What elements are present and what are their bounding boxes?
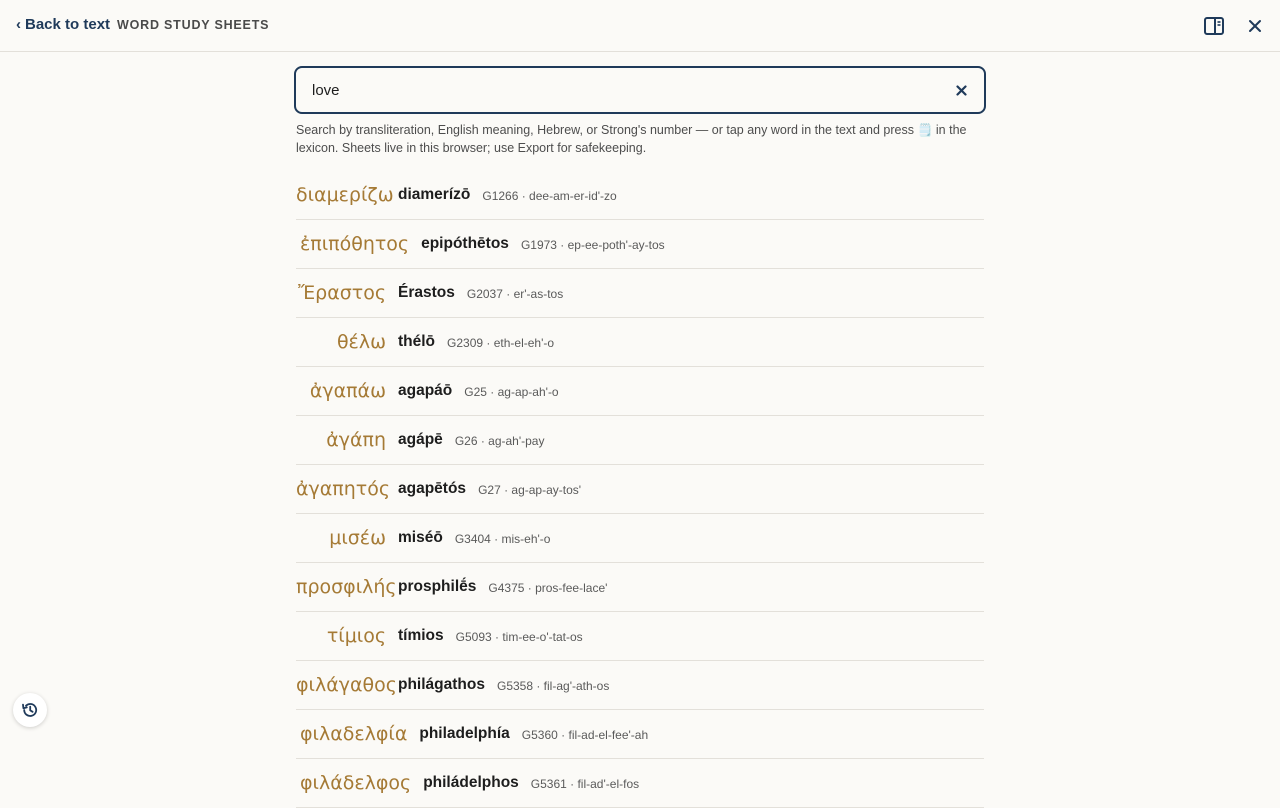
greek-word: διαμερίζω [296,184,394,206]
search-input[interactable] [296,68,936,112]
transliteration: philágathos [398,676,485,693]
transliteration: agapētós [398,480,467,497]
result-row[interactable] [296,514,984,563]
close-icon [1248,19,1262,33]
strongs-pronunciation: G5360 · fil-ad-el-fee'-ah [521,728,649,742]
greek-word: ἀγάπη [326,429,386,451]
strongs-pronunciation: G4375 · pros-fee-lace' [488,581,608,595]
help-text-part-2: in the lexicon. Sheets live in this browser; use Export for safekeeping. [296,123,967,155]
history-icon [21,701,39,719]
greek-word: φιλάγαθος [296,674,397,696]
transliteration: miséō [398,529,443,546]
transliteration: agapáō [398,382,453,399]
search-help-text [296,121,986,157]
transliteration: epipóthētos [421,235,509,252]
greek-word: ἀγαπάω [309,380,386,402]
result-row[interactable] [296,759,984,808]
transliteration: Érastos [398,284,455,301]
close-icon [956,85,967,96]
transliteration: philadelphía [419,725,510,742]
result-row[interactable] [296,367,984,416]
greek-word: φιλάδελφος [300,772,412,794]
greek-word: ἀγαπητός [296,478,390,500]
result-row[interactable] [296,465,984,514]
strongs-pronunciation: G1973 · ep-ee-poth'-ay-tos [520,238,665,252]
chevron-left-icon: ‹ [16,16,21,33]
result-row[interactable] [296,318,984,367]
strongs-pronunciation: G27 · ag-ap-ay-tos' [478,483,582,497]
result-row[interactable] [296,269,984,318]
strongs-pronunciation: G3404 · mis-eh'-o [454,532,551,546]
back-link-label: Back to text [25,16,111,33]
greek-word: τίμιος [326,625,386,647]
result-row[interactable] [296,220,984,269]
page-title: WORD STUDY SHEETS [117,18,270,32]
greek-word: ἐπιπόθητος [300,233,410,255]
back-to-text-link[interactable] [16,16,110,33]
result-row[interactable] [296,710,984,759]
history-button[interactable] [13,693,47,727]
strongs-pronunciation: G5093 · tim-ee-o'-tat-os [455,630,583,644]
transliteration: prosphilḗs [398,578,477,595]
strongs-pronunciation: G1266 · dee-am-er-id'-zo [482,189,617,203]
greek-word: φιλαδελφία [300,723,408,745]
transliteration: agápē [398,431,443,448]
greek-word: μισέω [329,527,386,549]
transliteration: diamerízō [398,186,471,203]
strongs-pronunciation: G2037 · er'-as-tos [466,287,564,301]
greek-word: προσφιλής [296,576,397,598]
greek-word: θέλω [336,331,386,353]
greek-word: Ἔραστος [298,282,386,304]
search-box [294,66,986,114]
results-list [296,171,984,808]
help-text-part-1: Search by transliteration, English meaning, Hebrew, or Strong's number — or tap any word in the text and press [296,123,914,137]
top-bar [0,0,1280,52]
side-panel-icon [1204,17,1224,35]
side-panel-button[interactable] [1202,14,1226,38]
strongs-pronunciation: G5361 · fil-ad'-el-fos [530,777,640,791]
strongs-pronunciation: G5358 · fil-ag'-ath-os [496,679,610,693]
strongs-pronunciation: G25 · ag-ap-ah'-o [464,385,559,399]
note-icon: 🗒️ [917,123,933,137]
clear-search-button[interactable] [952,81,970,99]
transliteration: philádelphos [423,774,519,791]
result-row[interactable] [296,171,984,220]
result-row[interactable] [296,416,984,465]
transliteration: tímios [398,627,444,644]
strongs-pronunciation: G26 · ag-ah'-pay [454,434,545,448]
transliteration: thélō [398,333,436,350]
result-row[interactable] [296,563,984,612]
strongs-pronunciation: G2309 · eth-el-eh'-o [447,336,555,350]
close-button[interactable] [1243,14,1267,38]
result-row[interactable] [296,661,984,710]
result-row[interactable] [296,612,984,661]
